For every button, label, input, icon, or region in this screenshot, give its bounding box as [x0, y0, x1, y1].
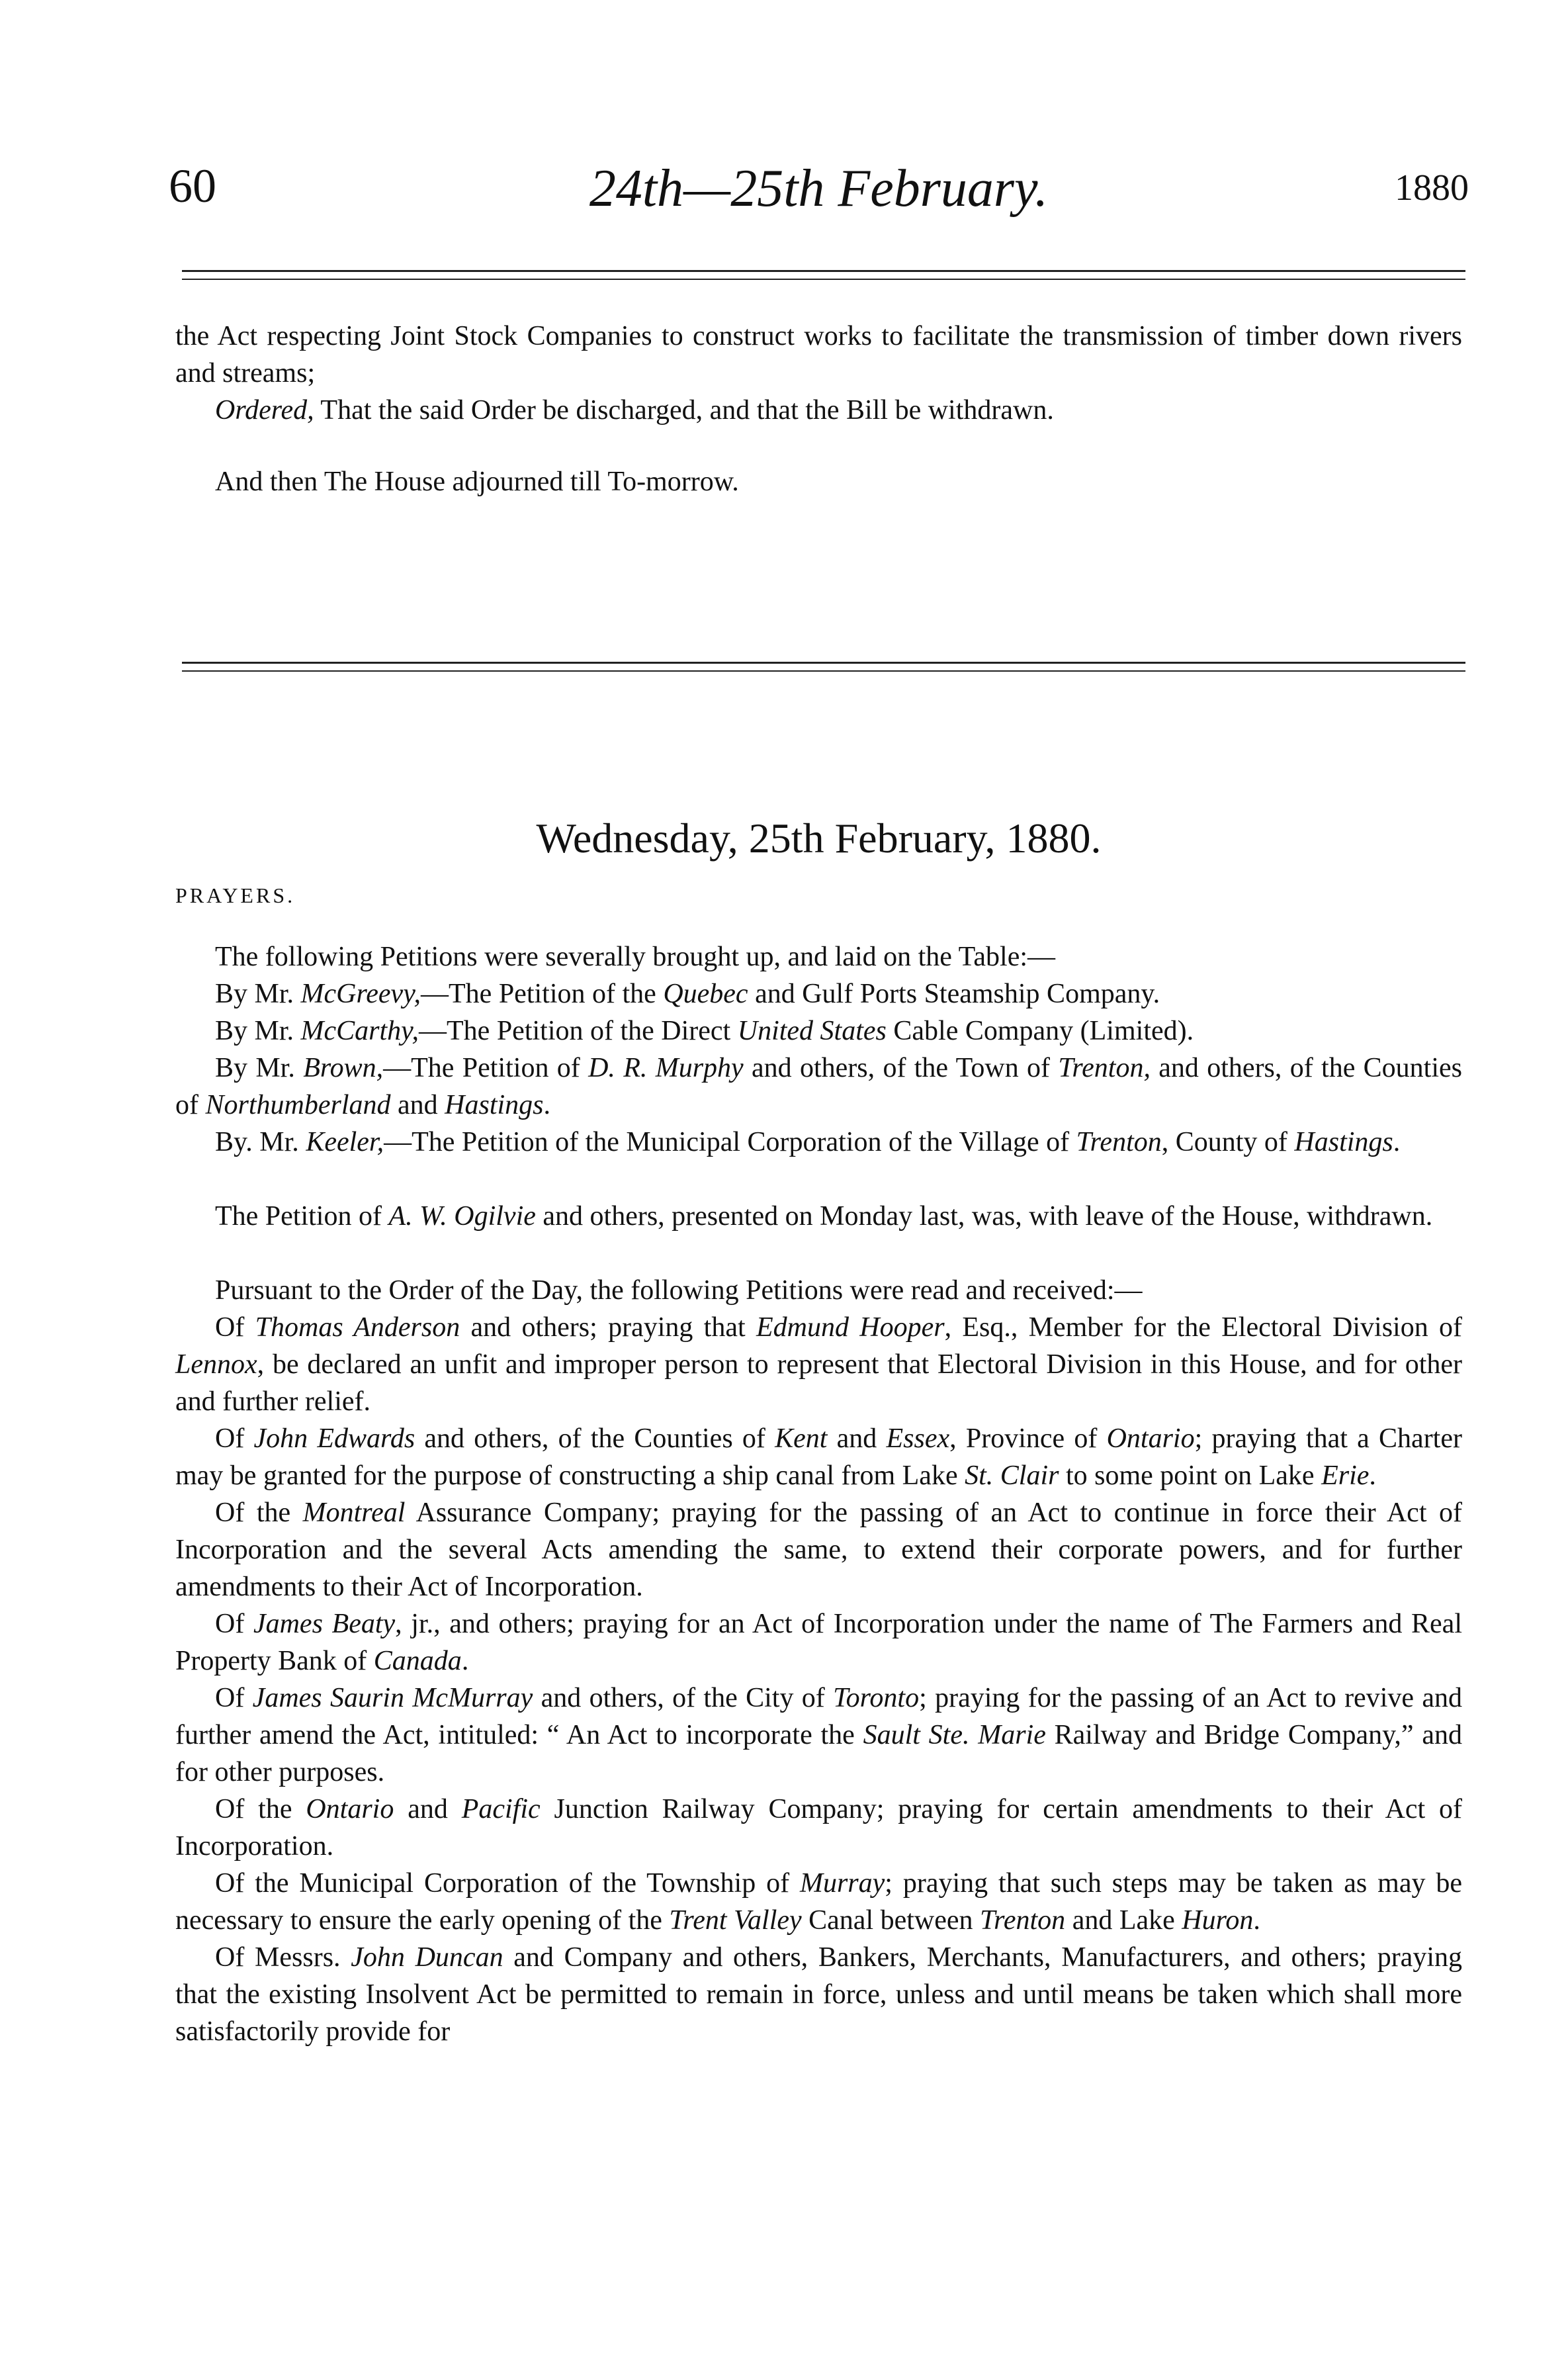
place-name: Northumberland [205, 1090, 391, 1120]
withdrawn-text: and others, presented on Monday last, was, with leave of the House, withdrawn. [535, 1201, 1433, 1232]
member-name: Brown, [303, 1053, 384, 1083]
person-name: Thomas Anderson [255, 1312, 460, 1343]
petition-read-item [175, 1494, 1462, 1605]
place-name: Toronto [833, 1683, 920, 1713]
member-name: McCarthy, [300, 1016, 419, 1046]
place-name: Trent Valley [669, 1905, 802, 1936]
ordered-text: That the said Order be discharged, and that the Bill be withdrawn. [314, 395, 1054, 426]
place-name: Ontario [1106, 1423, 1195, 1454]
text: and others; praying that [460, 1312, 756, 1343]
text: and Lake [1065, 1905, 1182, 1936]
petition-read-item [175, 1680, 1462, 1791]
text: and Company and others, Bankers, Merchants, Manufacturers, and others; praying that the existing Insolvent Act be permitted to remain in force, unless and until means be taken which shall more satisfactorily provide for [175, 1942, 1462, 2047]
section-rule [182, 662, 1465, 672]
ordered-line [175, 392, 1462, 429]
text: to some point on Lake [1059, 1460, 1322, 1491]
text: Of [215, 1312, 255, 1343]
text: Of the [215, 1794, 306, 1824]
petition-text: and Gulf Ports Steamship Company. [748, 979, 1160, 1009]
place-name: Canada [373, 1646, 462, 1676]
by-text: By. Mr. [215, 1127, 306, 1157]
petition-read-item [175, 1309, 1462, 1420]
petition-read-item [175, 1605, 1462, 1680]
petition-text: —The Petition of [383, 1053, 589, 1083]
page-header [169, 159, 1469, 238]
text: and [827, 1423, 887, 1454]
continuation-text: the Act respecting Joint Stock Companies to construct works to facilitate the transmission of timber down rivers and streams; [175, 321, 1462, 388]
text: ; praying that such steps may be taken as may be necessary to ensure the early opening of the [175, 1868, 1462, 1936]
person-name: James Beaty [253, 1609, 396, 1639]
person-name: D. R. Murphy [588, 1053, 744, 1083]
by-text: By Mr. [215, 1016, 301, 1046]
petitions-intro: The following Petitions were severally brought up, and laid on the Table:— [215, 942, 1056, 972]
text: Of Messrs. [215, 1942, 351, 1973]
withdrawn-text: The Petition of [215, 1201, 389, 1232]
petition-text: and [390, 1090, 445, 1120]
petition-read-item [175, 1791, 1462, 1865]
text: , Province of [949, 1423, 1107, 1454]
text: Railway and Bridge Company,” and for other purposes. [175, 1720, 1462, 1787]
petition-text: . [1393, 1127, 1401, 1157]
text: ; praying that a Charter may be granted for the purpose of constructing a ship canal from Lake [175, 1423, 1462, 1491]
text: and others, of the Counties of [415, 1423, 775, 1454]
place-name: Kent [775, 1423, 828, 1454]
place-name: Murray [799, 1868, 885, 1899]
person-name: James Saurin McMurray [252, 1683, 533, 1713]
place-name: Trenton [1076, 1127, 1162, 1157]
text: and [394, 1794, 462, 1824]
text: . [461, 1646, 469, 1676]
person-name: John Duncan [351, 1942, 503, 1973]
place-name: Sault Ste. Marie [863, 1720, 1046, 1750]
text: , be declared an unfit and improper person to represent that Electoral Division in this House, and for other and further relief. [175, 1349, 1462, 1417]
petition-text: —The Petition of the [421, 979, 664, 1009]
place-name: Essex [886, 1423, 950, 1454]
petition-text: and others, of the Town of [743, 1053, 1059, 1083]
place-name: Pacific [461, 1794, 541, 1824]
text: Of the [215, 1498, 303, 1528]
petition-read-item [175, 1865, 1462, 1939]
petition-item [175, 975, 1462, 1012]
petitions-presented-block [175, 938, 1462, 2050]
place-name: Lennox [175, 1349, 257, 1380]
ordered-label: Ordered, [215, 395, 314, 426]
place-name: Hastings [1294, 1127, 1393, 1157]
petition-item [175, 1124, 1462, 1161]
text: ; praying for the passing of an Act to revive and further amend the Act, intituled: “ An Act to incorporate the [175, 1683, 1462, 1750]
header-year: 1880 [1395, 167, 1469, 208]
page-number: 60 [169, 159, 216, 212]
place-name: Montreal [302, 1498, 406, 1528]
petition-text: Cable Company (Limited). [886, 1016, 1194, 1046]
petition-read-item [175, 1939, 1462, 2050]
place-name: Erie [1321, 1460, 1370, 1491]
text: Of [215, 1609, 253, 1639]
text: Of the Municipal Corporation of the Township of [215, 1868, 800, 1899]
day-heading: Wednesday, 25th February, 1880. [536, 815, 1102, 862]
person-name: A. W. Ogilvie [388, 1201, 536, 1232]
petition-text: . [543, 1090, 551, 1120]
text: , jr., and others; praying for an Act of Incorporation under the name of The Farmers and Real Property Bank of [175, 1609, 1462, 1676]
text: Assurance Company; praying for the passing of an Act to continue in force their Act of Incorporation and the several Acts amending the same, to extend their corporate powers, and for further amendments to their Act of Incorporation. [175, 1498, 1462, 1602]
adjourned-line: And then The House adjourned till To-morrow. [215, 467, 739, 497]
continuation-block [175, 318, 1462, 500]
place-name: Trenton [980, 1905, 1066, 1936]
petition-item [175, 1012, 1462, 1050]
by-text: By Mr. [215, 1053, 304, 1083]
read-received-intro: Pursuant to the Order of the Day, the following Petitions were read and received:— [215, 1275, 1143, 1306]
withdrawn-paragraph [175, 1198, 1462, 1235]
place-name: United States [737, 1016, 887, 1046]
petition-text: —The Petition of the Direct [419, 1016, 738, 1046]
text: . [1369, 1460, 1376, 1491]
text: , Esq., Member for the Electoral Division of [944, 1312, 1462, 1343]
text: Of [215, 1423, 254, 1454]
running-title: 24th—25th February. [589, 159, 1049, 218]
prayers-label: PRAYERS. [175, 883, 296, 907]
place-name: Trenton, [1058, 1053, 1151, 1083]
text: and others, of the City of [533, 1683, 834, 1713]
person-name: Edmund Hooper [756, 1312, 945, 1343]
text: . [1253, 1905, 1260, 1936]
petition-text: , County of [1161, 1127, 1295, 1157]
text: Canal between [801, 1905, 980, 1936]
petition-text: —The Petition of the Municipal Corporation of the Village of [384, 1127, 1076, 1157]
petition-text: and others, of the Counties of [175, 1053, 1462, 1120]
member-name: Keeler, [306, 1127, 384, 1157]
petition-read-item [175, 1420, 1462, 1494]
place-name: Ontario [306, 1794, 394, 1824]
place-name: St. Clair [965, 1460, 1059, 1491]
place-name: Quebec [663, 979, 748, 1009]
by-text: By Mr. [215, 979, 301, 1009]
header-rule [182, 270, 1465, 280]
person-name: John Edwards [253, 1423, 415, 1454]
place-name: Hastings [445, 1090, 544, 1120]
text: Of [215, 1683, 253, 1713]
place-name: Huron [1182, 1905, 1254, 1936]
text: Junction Railway Company; praying for certain amendments to their Act of Incorporation. [175, 1794, 1462, 1861]
member-name: McGreevy, [300, 979, 421, 1009]
petition-item [175, 1050, 1462, 1124]
